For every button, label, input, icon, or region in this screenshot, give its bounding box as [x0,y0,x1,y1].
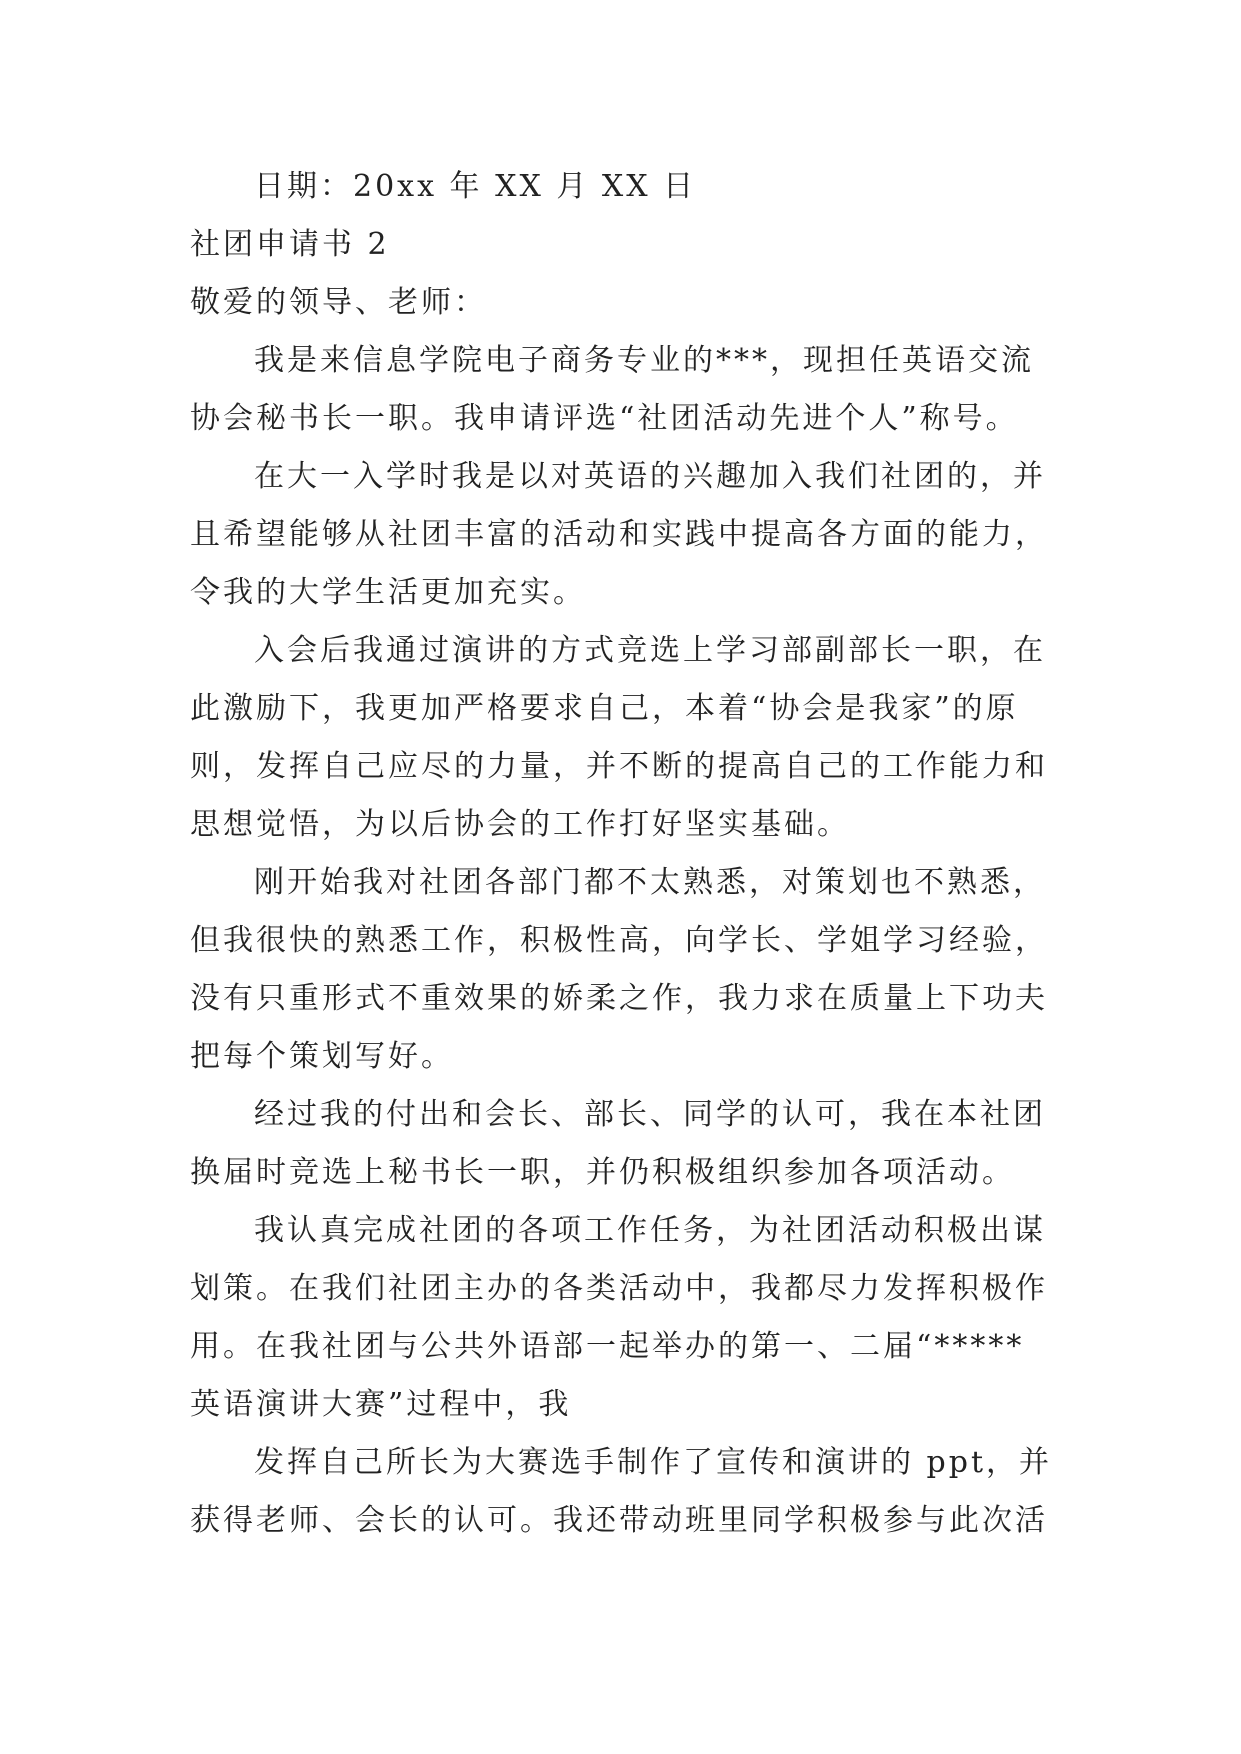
text-line: 发挥自己所长为大赛选手制作了宣传和演讲的 ppt，并 [254,1445,1052,1480]
text-line: 划策。在我们社团主办的各类活动中，我都尽力发挥积极作 [190,1271,1048,1306]
text-line: 把每个策划写好。 [190,1039,454,1074]
salutation: 敬爱的领导、老师： [190,285,487,320]
text-line: 刚开始我对社团各部门都不太熟悉，对策划也不熟悉， [254,865,1046,900]
text-line: 获得老师、会长的认可。我还带动班里同学积极参与此次活 [190,1503,1048,1538]
text-line: 思想觉悟，为以后协会的工作打好坚实基础。 [190,807,850,842]
document-title: 社团申请书 2 [190,227,390,262]
text-line: 我认真完成社团的各项工作任务，为社团活动积极出谋 [254,1213,1046,1248]
text-line: 经过我的付出和会长、部长、同学的认可，我在本社团 [254,1097,1046,1132]
text-line: 则，发挥自己应尽的力量，并不断的提高自己的工作能力和 [190,749,1048,784]
text-line: 用。在我社团与公共外语部一起举办的第一、二届“***** [190,1329,1025,1364]
text-line: 协会秘书长一职。我申请评选“社团活动先进个人”称号。 [190,401,1019,436]
text-line: 此激励下，我更加严格要求自己，本着“协会是我家”的原 [190,691,1019,726]
text-line: 且希望能够从社团丰富的活动和实践中提高各方面的能力， [190,517,1048,552]
text-line: 换届时竞选上秘书长一职，并仍积极组织参加各项活动。 [190,1155,1015,1190]
text-line: 在大一入学时我是以对英语的兴趣加入我们社团的，并 [254,459,1046,494]
text-line: 入会后我通过演讲的方式竞选上学习部副部长一职，在 [254,633,1046,668]
text-line: 令我的大学生活更加充实。 [190,575,586,610]
date-line: 日期：20xx 年 XX 月 XX 日 [254,169,697,204]
text-line: 但我很快的熟悉工作，积极性高，向学长、学姐学习经验， [190,923,1048,958]
text-line: 英语演讲大赛”过程中，我 [190,1387,572,1422]
text-line: 没有只重形式不重效果的娇柔之作，我力求在质量上下功夫 [190,981,1048,1016]
text-line: 我是来信息学院电子商务专业的***，现担任英语交流 [254,343,1034,378]
